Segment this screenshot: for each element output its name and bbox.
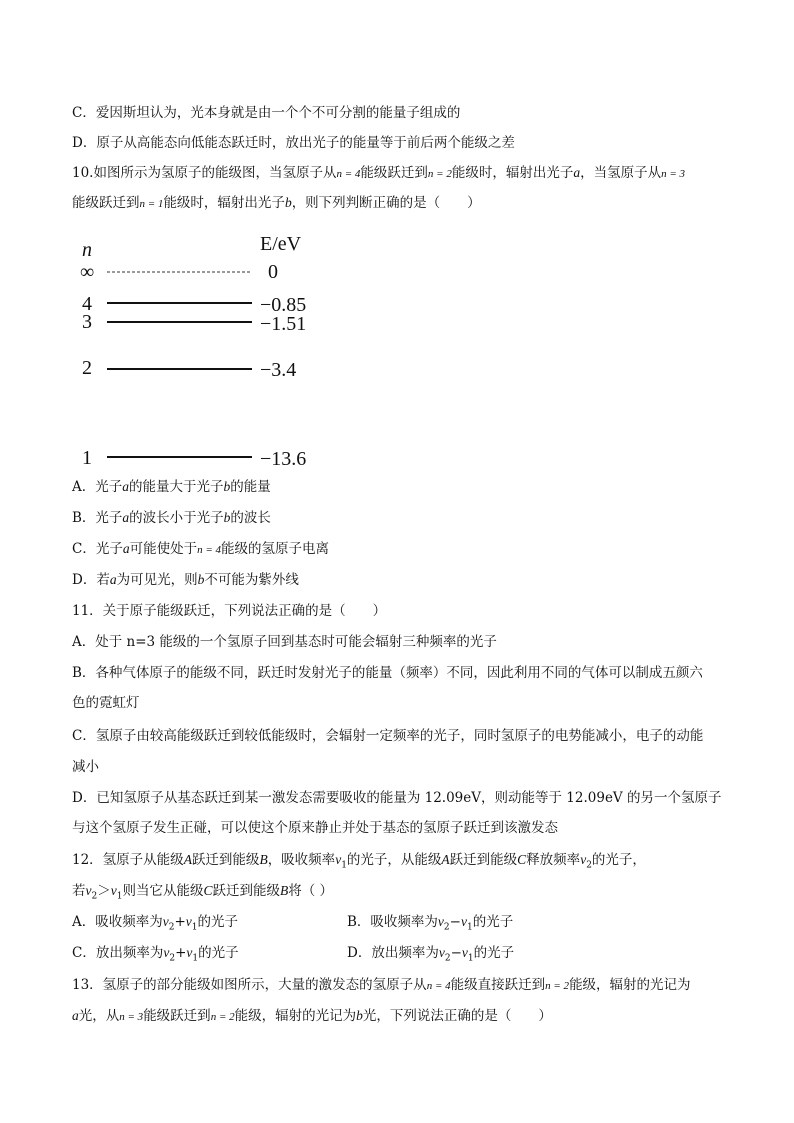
diagram-energy-axis-label: E/eV [260,233,302,255]
q11-option-d-line1: D．已知氢原子从基态跃迁到某一激发态需要吸收的能量为 12.09eV，则动能等于 12.09eV 的另一个氢原子 [72,790,722,806]
q10-option-a: A．光子a的能量大于光子b的能量 [72,479,271,495]
q13-stem-line2: a光，从n = 3能级跃迁到n = 2能级，辐射的光记为b光，下列说法正确的是（ ） [72,1008,552,1024]
q10-stem-line1: 10.如图所示为氢原子的能级图，当氢原子从n = 4能级跃迁到n = 2能级时，辐射出光子a，当氢原子从n = 3 [72,165,686,181]
q11-option-b-line1: B．各种气体原子的能级不同，跃迁时发射光子的能量（频率）不同，因此利用不同的气体可以制成五颜六 [72,665,703,681]
level-n-2: 2 [82,357,92,379]
q13-stem-line1: 13．氢原子的部分能级如图所示，大量的激发态的氢原子从n = 4能级直接跃迁到n = 2能级，辐射的光记为 [72,977,691,993]
level-n-4: 4 [82,293,92,315]
q11-option-c-line2: 减小 [72,759,99,775]
level-n-3: 3 [82,311,92,333]
energy-level-diagram [72,228,372,478]
level-n-1: 1 [82,447,92,469]
q10-option-d: D．若a为可见光，则b不可能为紫外线 [72,572,299,588]
q11-option-d-line2: 与这个氢原子发生正碰，可以使这个原来静止并处于基态的氢原子跃迁到该激发态 [72,820,558,836]
q10-option-b: B．光子a的波长小于光子b的波长 [72,510,271,526]
q9-option-d: D．原子从高能态向低能态跃迁时，放出光子的能量等于前后两个能级之差 [72,135,515,151]
level-n-infinity: ∞ [80,261,95,283]
level-energy-2: −3.4 [260,359,297,381]
q12-option-a: A．吸收频率为$\nu_2+\nu_1$的光子 [72,914,239,933]
q11-option-b-line2: 色的霓虹灯 [72,695,140,711]
q12-options-row1 [72,912,514,938]
q12-option-d: D．放出频率为$\nu_2-\nu_1$的光子 [347,945,515,964]
diagram-n-axis-label: n [82,239,92,261]
q12-stem-line2: 若$\nu_2>\nu_1$则当它从能级C跃迁到能级B将（ ） [72,883,334,902]
q11-option-a: A．处于 n=3 能级的一个氢原子回到基态时可能会辐射三种频率的光子 [72,634,497,650]
q12-stem-line1: 12．氢原子从能级A跃迁到能级B，吸收频率$\nu_1$的光子，从能级A跃迁到能级C释放频率$\nu_2$的光子， [72,852,646,871]
q11-option-c-line1: C．氢原子由较高能级跃迁到较低能级时，会辐射一定频率的光子，同时氢原子的电势能减小，电子的动能 [72,728,704,744]
q12-option-b: B．吸收频率为$\nu_2-\nu_1$的光子 [347,914,514,933]
q10-option-c: C．光子a可能使处于n = 4能级的氢原子电离 [72,541,330,557]
level-energy-1: −13.6 [260,448,307,470]
level-energy-4: −0.85 [260,294,307,316]
q10-stem-line2: 能级跃迁到n = 1能级时，辐射出光子b，则下列判断正确的是（ ） [72,195,481,211]
level-energy-infinity: 0 [268,261,278,283]
level-energy-3: −1.51 [260,313,307,335]
q9-option-c: C．爱因斯坦认为，光本身就是由一个个不可分割的能量子组成的 [72,105,461,121]
q11-stem: 11．关于原子能级跃迁，下列说法正确的是（ ） [72,603,387,619]
q12-option-c: C．放出频率为$\nu_2+\nu_1$的光子 [72,945,239,964]
q12-options-row2 [72,943,515,969]
